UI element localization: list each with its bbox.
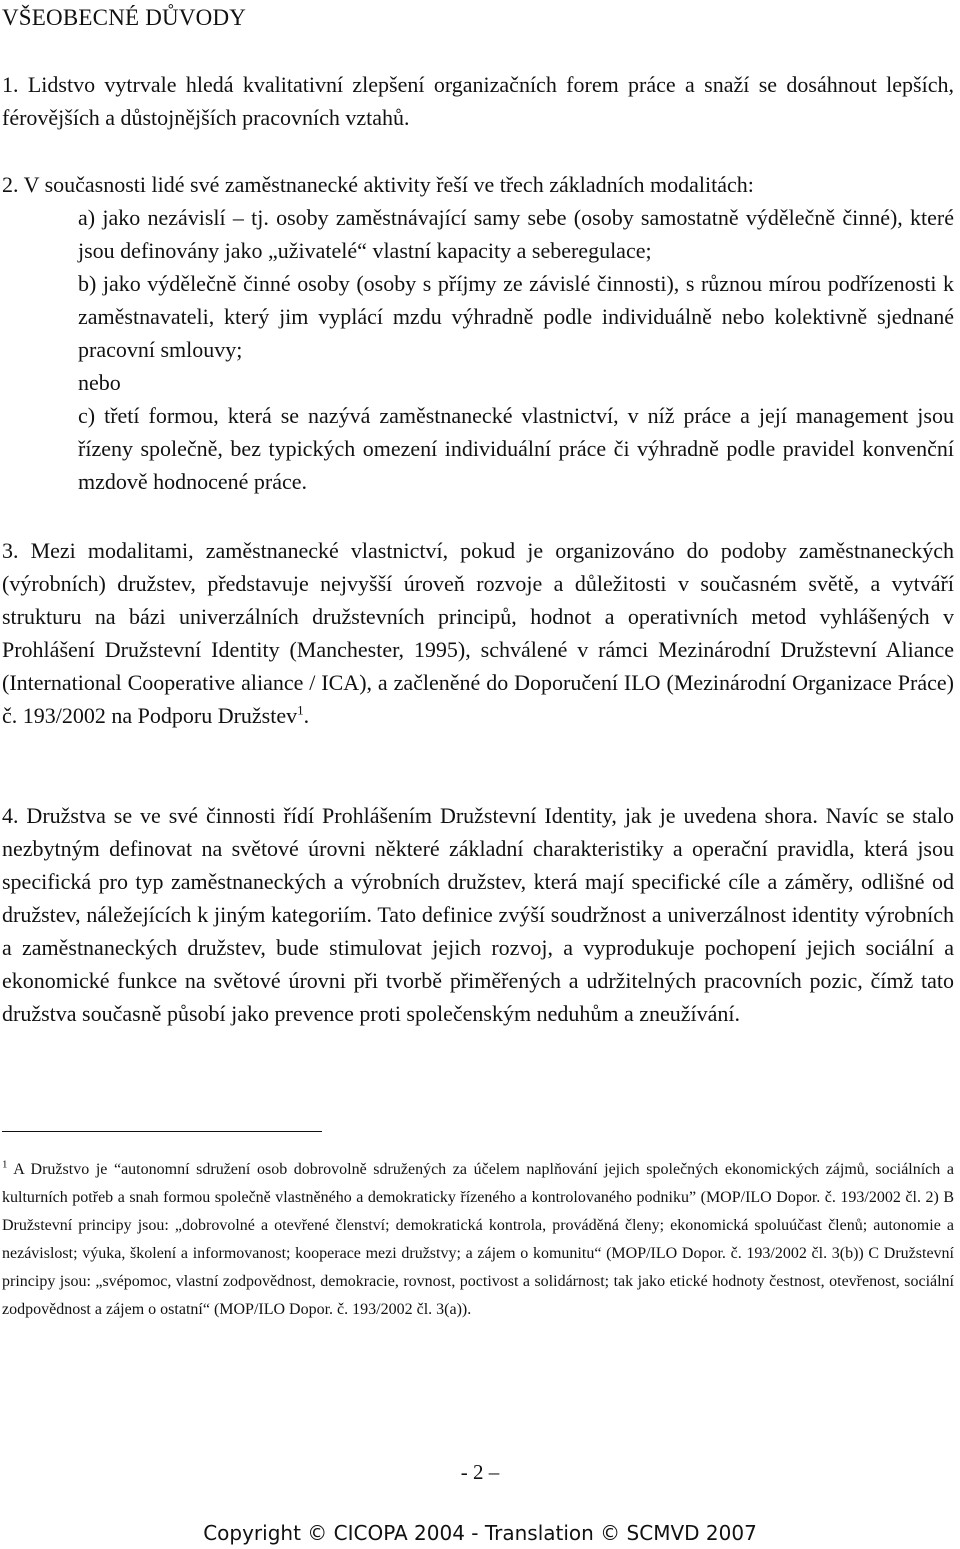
paragraph-3-end: . <box>303 703 310 728</box>
footnote-mark: 1 <box>2 1158 8 1171</box>
paragraph-2-item-a: a) jako nezávislí – tj. osoby zaměstnávající samy sebe (osoby samostatně výdělečně činné), které jsou definovány jako „uživatelé“ vlastní kapacity a seberegulace; <box>78 205 954 263</box>
footnote-divider <box>2 1131 322 1132</box>
paragraph-4: 4. Družstva se ve své činnosti řídí Prohlášením Družstevní Identity, jak je uvedena shora. Navíc se stalo nezbytným definovat na světové úrovni některé základní charakteristiky a operační pravidla, která jsou specifická pro typ zaměstnaneckých a výrobních družstev, která mají specifické cíle a záměry, odlišné od družstev, náležejících k jiným kategoriím. Tato definice zvýší soudržnost a univerzálnost identity výrobních a zaměstnaneckých družstev, bude stimulovat jejich rozvoj, a vyprodukuje pochopení jejich sociální a ekonomické funkce na světové úrovni při tvorbě přiměřených a udržitelných pracovních pozic, čímž tato družstva současně působí jako prevence proti společenským neduhům a zneužívání. <box>2 803 954 1026</box>
paragraph-2-item-c: c) třetí formou, která se nazývá zaměstnanecké vlastnictví, v níž práce a její management jsou řízeny společně, bez typických omezení individuální práce či výhradně podle pravidel konvenční mzdově hodnocené práce. <box>78 403 954 494</box>
page-number: - 2 – <box>460 1460 500 1484</box>
paragraph-2: 2. V současnosti lidé své zaměstnanecké aktivity řeší ve třech základních modalitách: <box>2 172 754 197</box>
paragraph-3-text: 3. Mezi modalitami, zaměstnanecké vlastnictví, pokud je organizováno do podoby zaměstnaneckých (výrobních) družstev, představuje nejvyšší úroveň rozvoje a důležitosti v současném světě, a vytváří strukturu na bázi univerzálních družstevních principů, hodnot a operativních metod vyhlášených v Prohlášení Družstevní Identity (Manchester, 1995), schválené v rámci Mezinárodní Družstevní Aliance (International Cooperative aliance / ICA), a začleněné do Doporučení ILO (Mezinárodní Organizace Práce) č. 193/2002 na Podporu Družstev <box>2 538 954 728</box>
footnote-reference[interactable]: 1 <box>297 702 304 718</box>
footnote <box>2 1156 954 1324</box>
paragraph-2-or: nebo <box>78 370 121 395</box>
footnote-text: A Družstvo je “autonomní sdružení osob dobrovolně sdružených za účelem naplňování jejich společných ekonomických zájmů, sociálních a kulturních potřeb a snah formou společně vlastněného a demokraticky řízeného a kontrolovaného podniku” (MOP/ILO Dopor. č. 193/2002 čl. 2) B Družstevní principy jsou: „dobrovolné a otevřené členství; demokratická kontrola, prováděná členy; ekonomická spoluúčast členů; autonomie a nezávislost; výuka, školení a informovanost; kooperace mezi družstvy; a zájem o komunitu“ (MOP/ILO Dopor. č. 193/2002 čl. 3(b)) C Družstevní principy jsou: „svépomoc, vlastní zodpovědnost, demokracie, rovnost, poctivost a solidárnost; tak jako etické hodnoty čestnost, otevřenost, sociální zodpovědnost a zájem o ostatní“ (MOP/ILO Dopor. č. 193/2002 čl. 3(a)). <box>2 1161 955 1318</box>
paragraph-3 <box>2 534 954 732</box>
copyright-footer: Copyright © CICOPA 2004 - Translation © SCMVD 2007 <box>203 1521 757 1545</box>
paragraph-2-item-b: b) jako výdělečně činné osoby (osoby s příjmy ze závislé činnosti), s různou mírou podřízenosti k zaměstnavateli, který jim vyplácí mzdu výhradně podle individuálně nebo kolektivně sjednané pracovní smlouvy; <box>78 271 954 362</box>
paragraph-1: 1. Lidstvo vytrvale hledá kvalitativní zlepšení organizačních forem práce a snaží se dosáhnout lepších, férovějších a důstojnějších pracovních vztahů. <box>2 72 954 130</box>
section-heading: VŠEOBECNÉ DŮVODY <box>2 5 247 30</box>
